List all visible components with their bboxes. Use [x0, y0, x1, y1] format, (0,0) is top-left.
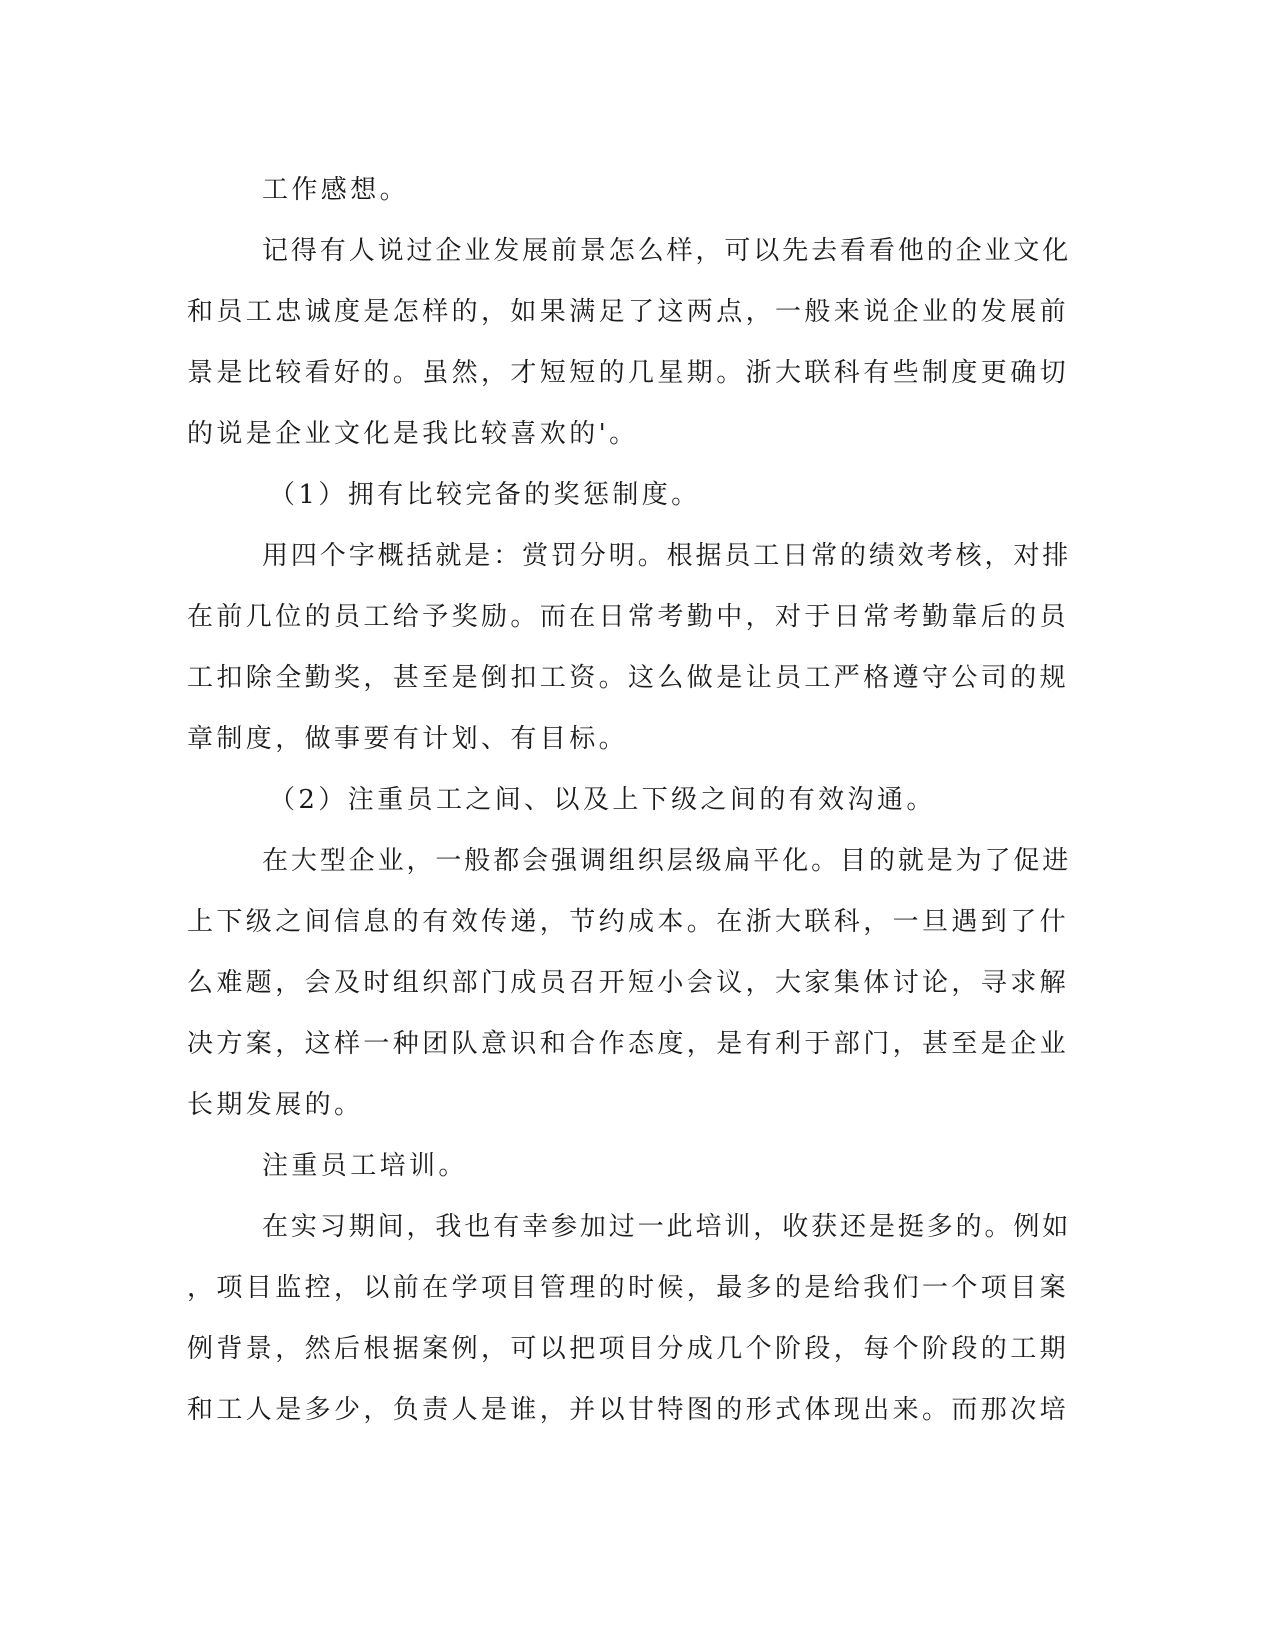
text-line: 景是比较看好的。虽然，才短短的几星期。浙大联科有些制度更确切 [187, 358, 1070, 388]
text-line: 在实习期间，我也有幸参加过一此培训，收获还是挺多的。例如 [262, 1212, 1072, 1242]
text-line: 上下级之间信息的有效传递，节约成本。在浙大联科，一旦遇到了什 [187, 907, 1070, 937]
text-line: （2）注重员工之间、以及上下级之间的有效沟通。 [269, 785, 936, 815]
text-line: 在前几位的员工给予奖励。而在日常考勤中，对于日常考勤靠后的员 [187, 602, 1070, 632]
text-line: 决方案，这样一种团队意识和合作态度，是有利于部门，甚至是企业 [187, 1029, 1070, 1059]
text-line: 在大型企业，一般都会强调组织层级扁平化。目的就是为了促进 [262, 846, 1072, 876]
document-body [187, 160, 1075, 1441]
text-line: 记得有人说过企业发展前景怎么样，可以先去看看他的企业文化 [262, 236, 1072, 266]
text-line: 工作感想。 [262, 175, 410, 205]
text-line: 例背景，然后根据案例，可以把项目分成几个阶段，每个阶段的工期 [187, 1334, 1070, 1364]
text-line: 章制度，做事要有计划、有目标。 [187, 724, 629, 754]
text-line: 么难题，会及时组织部门成员召开短小会议，大家集体讨论，寻求解 [187, 968, 1070, 998]
text-line: （1）拥有比较完备的奖惩制度。 [269, 480, 701, 510]
text-line: 和工人是多少，负责人是谁，并以甘特图的形式体现出来。而那次培 [187, 1395, 1070, 1425]
text-line: 工扣除全勤奖，甚至是倒扣工资。这么做是让员工严格遵守公司的规 [187, 663, 1070, 693]
text-line: 用四个字概括就是：赏罚分明。根据员工日常的绩效考核，对排 [262, 541, 1072, 571]
text-line: ，项目监控，以前在学项目管理的时候，最多的是给我们一个项目案 [187, 1273, 1070, 1303]
text-line: 注重员工培训。 [262, 1151, 468, 1181]
text-line: 的说是企业文化是我比较喜欢的'。 [187, 419, 639, 449]
text-line: 长期发展的。 [187, 1090, 364, 1120]
text-line: 和员工忠诚度是怎样的，如果满足了这两点，一般来说企业的发展前 [187, 297, 1070, 327]
